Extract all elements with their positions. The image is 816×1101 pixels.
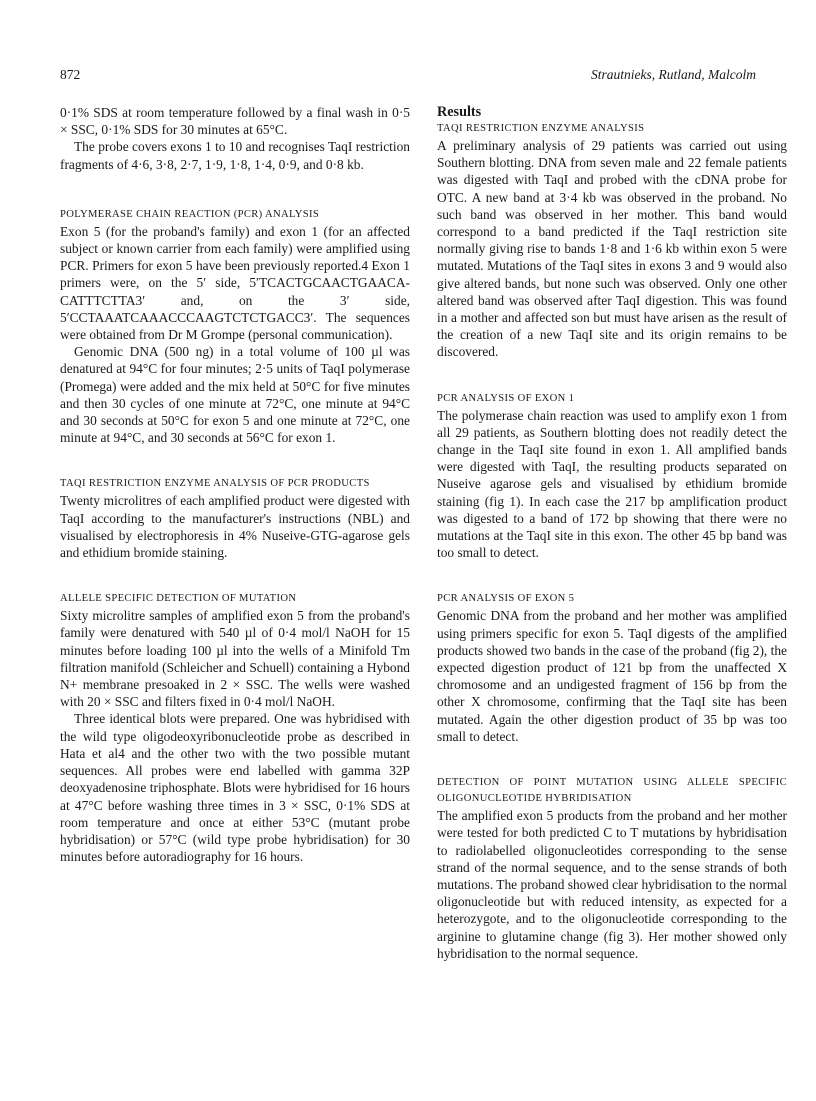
paragraph-exon5: Genomic DNA from the proband and her mother was amplified using primers specific for exon 5. TaqI digests of the amplified products showed two bands in the case of the proband (fig 2), the expected digestion product of 121 bp from the unaffected X chromosome and an undigested fragment of 156 bp from the other X chromosome, confirming that the TaqI site has been mutated. Again the other digestion product of 35 bp was too small to detect. (437, 608, 787, 744)
right-column (437, 104, 787, 962)
heading-taq-analysis: TAQI RESTRICTION ENZYME ANALYSIS (437, 123, 645, 134)
paragraph-point-mutation: The amplified exon 5 products from the proband and her mother were tested for both predicted C to T mutations by hybridisation to radiolabelled oligonucleotides corresponding to the sense strand of the normal sequence, and to the sense strands of both mutations. The proband showed clear hybridisation to the normal oligonucleotide but with reduced intensity, as expected for a heterozygote, and to the oligonucleotide corresponding to the arginine to glutamine change (fig 3). Her mother showed only hybridisation to the normal sequence. (437, 808, 787, 961)
heading-pcr: POLYMERASE CHAIN REACTION (PCR) ANALYSIS (60, 208, 320, 220)
paragraph-pcr-primers: Exon 5 (for the proband's family) and exon 1 (for an affected subject or known carrier from each family) were amplified using PCR. Primers for exon 5 have been previously reported.4 Exon 1 primers were, on the 5′ side, 5′TCACTGCAACTGAACA-CATTTCTTA3′ and, on the 3′ side, 5′CCTAAATCAAACCCAAGTCTCTGACC3′. The sequences were obtained from Dr M Grompe (personal communication). (60, 223, 410, 343)
paragraph-wash: 0·1% SDS at room temperature followed by a final wash in 0·5 × SSC, 0·1% SDS for 30 minutes at 65°C. (60, 105, 410, 138)
heading-allele: ALLELE SPECIFIC DETECTION OF MUTATION (60, 593, 297, 605)
paragraph-allele-samples: Sixty microlitre samples of amplified exon 5 from the proband's family were denatured with 540 µl of 0·4 mol/l NaOH for 15 minutes before loading 100 µl into the wells of a Minifold Tm filtration manifold (Schleicher and Schuell) containing a Hybond N+ membrane presoaked in 2 × SSC. The wells were washed with 20 × SSC and filters fixed in 0·4 mol/l NaOH. (60, 608, 410, 710)
paragraph-probe: The probe covers exons 1 to 10 and recognises TaqI restriction fragments of 4·6, 3·8, 2·7, 1·9, 1·8, 1·4, 0·9, and 0·8 kb. (60, 139, 410, 172)
paragraph-exon1: The polymerase chain reaction was used to amplify exon 1 from all 29 patients, as Southern blotting does not readily detect the change in the TaqI site found in exon 1. All amplified bands were digested with TaqI, the resulting products separated on Nuseive agarose gels and visualised by ethidium bromide staining (fig 1). In each case the 217 bp amplification product was digested to a band of 172 bp showing that there were no mutations at the TaqI site in this exon. The other 45 bp band was too small to detect. (437, 407, 787, 561)
heading-results: Results (437, 104, 482, 120)
page-header (60, 67, 756, 87)
heading-exon1: PCR ANALYSIS OF EXON 1 (437, 392, 575, 404)
paragraph-allele-blots: Three identical blots were prepared. One was hybridised with the wild type oligodeoxyribonucleotide probe as described in Hata et al4 and the other two with the two possible mutant sequences. All probes were end labelled with gamma 32P deoxyadenosine triphosphate. Blots were hybridised for 16 hours at 47°C before washing three times in 3 × SSC, 0·1% SDS at room temperature and once at either 53°C (mutant probe hybridisation) or 57°C (wild type probe hybridisation) for 30 minutes before autoradiography for 16 hours. (60, 711, 410, 865)
left-column (60, 104, 410, 865)
heading-point-mutation: DETECTION OF POINT MUTATION USING ALLELE SPECIFIC OLIGONUCLEOTIDE HYBRIDISATION (437, 777, 787, 805)
running-head: Strautnieks, Rutland, Malcolm (591, 67, 756, 82)
heading-exon5: PCR ANALYSIS OF EXON 5 (437, 593, 575, 605)
paragraph-taq-pcr: Twenty microlitres of each amplified product were digested with TaqI according to the manufacturer's instructions (NBL) and visualised by electrophoresis in 4% Nuseive-GTG-agarose gels and ethidium bromide staining. (60, 493, 410, 561)
paragraph-pcr-conditions: Genomic DNA (500 ng) in a total volume of 100 µl was denatured at 94°C for four minutes; 2·5 units of TaqI polymerase (Promega) were added and the mix held at 50°C for five minutes and then 30 cycles of one minute at 72°C, one minute at 94°C and 30 seconds at 50°C for exon 5 and one minute at 72°C, one minute at 94°C, and 30 seconds at 56°C for exon 1. (60, 344, 410, 446)
page-number: 872 (60, 67, 81, 82)
heading-taq-pcr: TAQI RESTRICTION ENZYME ANALYSIS OF PCR PRODUCTS (60, 478, 370, 490)
paragraph-taq-analysis: A preliminary analysis of 29 patients was carried out using Southern blotting. DNA from seven male and 22 female patients was digested with TaqI and probed with the cDNA probe for OTC. A new band at 3·4 kb was observed in the proband. No such band was observed in her mother. This band would correspond to a band predicted if the TaqI restriction site normally giving rise to bands 1·8 and 1·6 kb within exon 5 were mutated. Mutations of the TaqI sites in exons 3 and 9 would also give altered bands, but none such was observed. Only one other altered band was observed after TaqI digestion. This was found in a mother and affected son but must have arisen as the result of the creation of a new TaqI site and its origin remains to be discovered. (437, 138, 787, 360)
